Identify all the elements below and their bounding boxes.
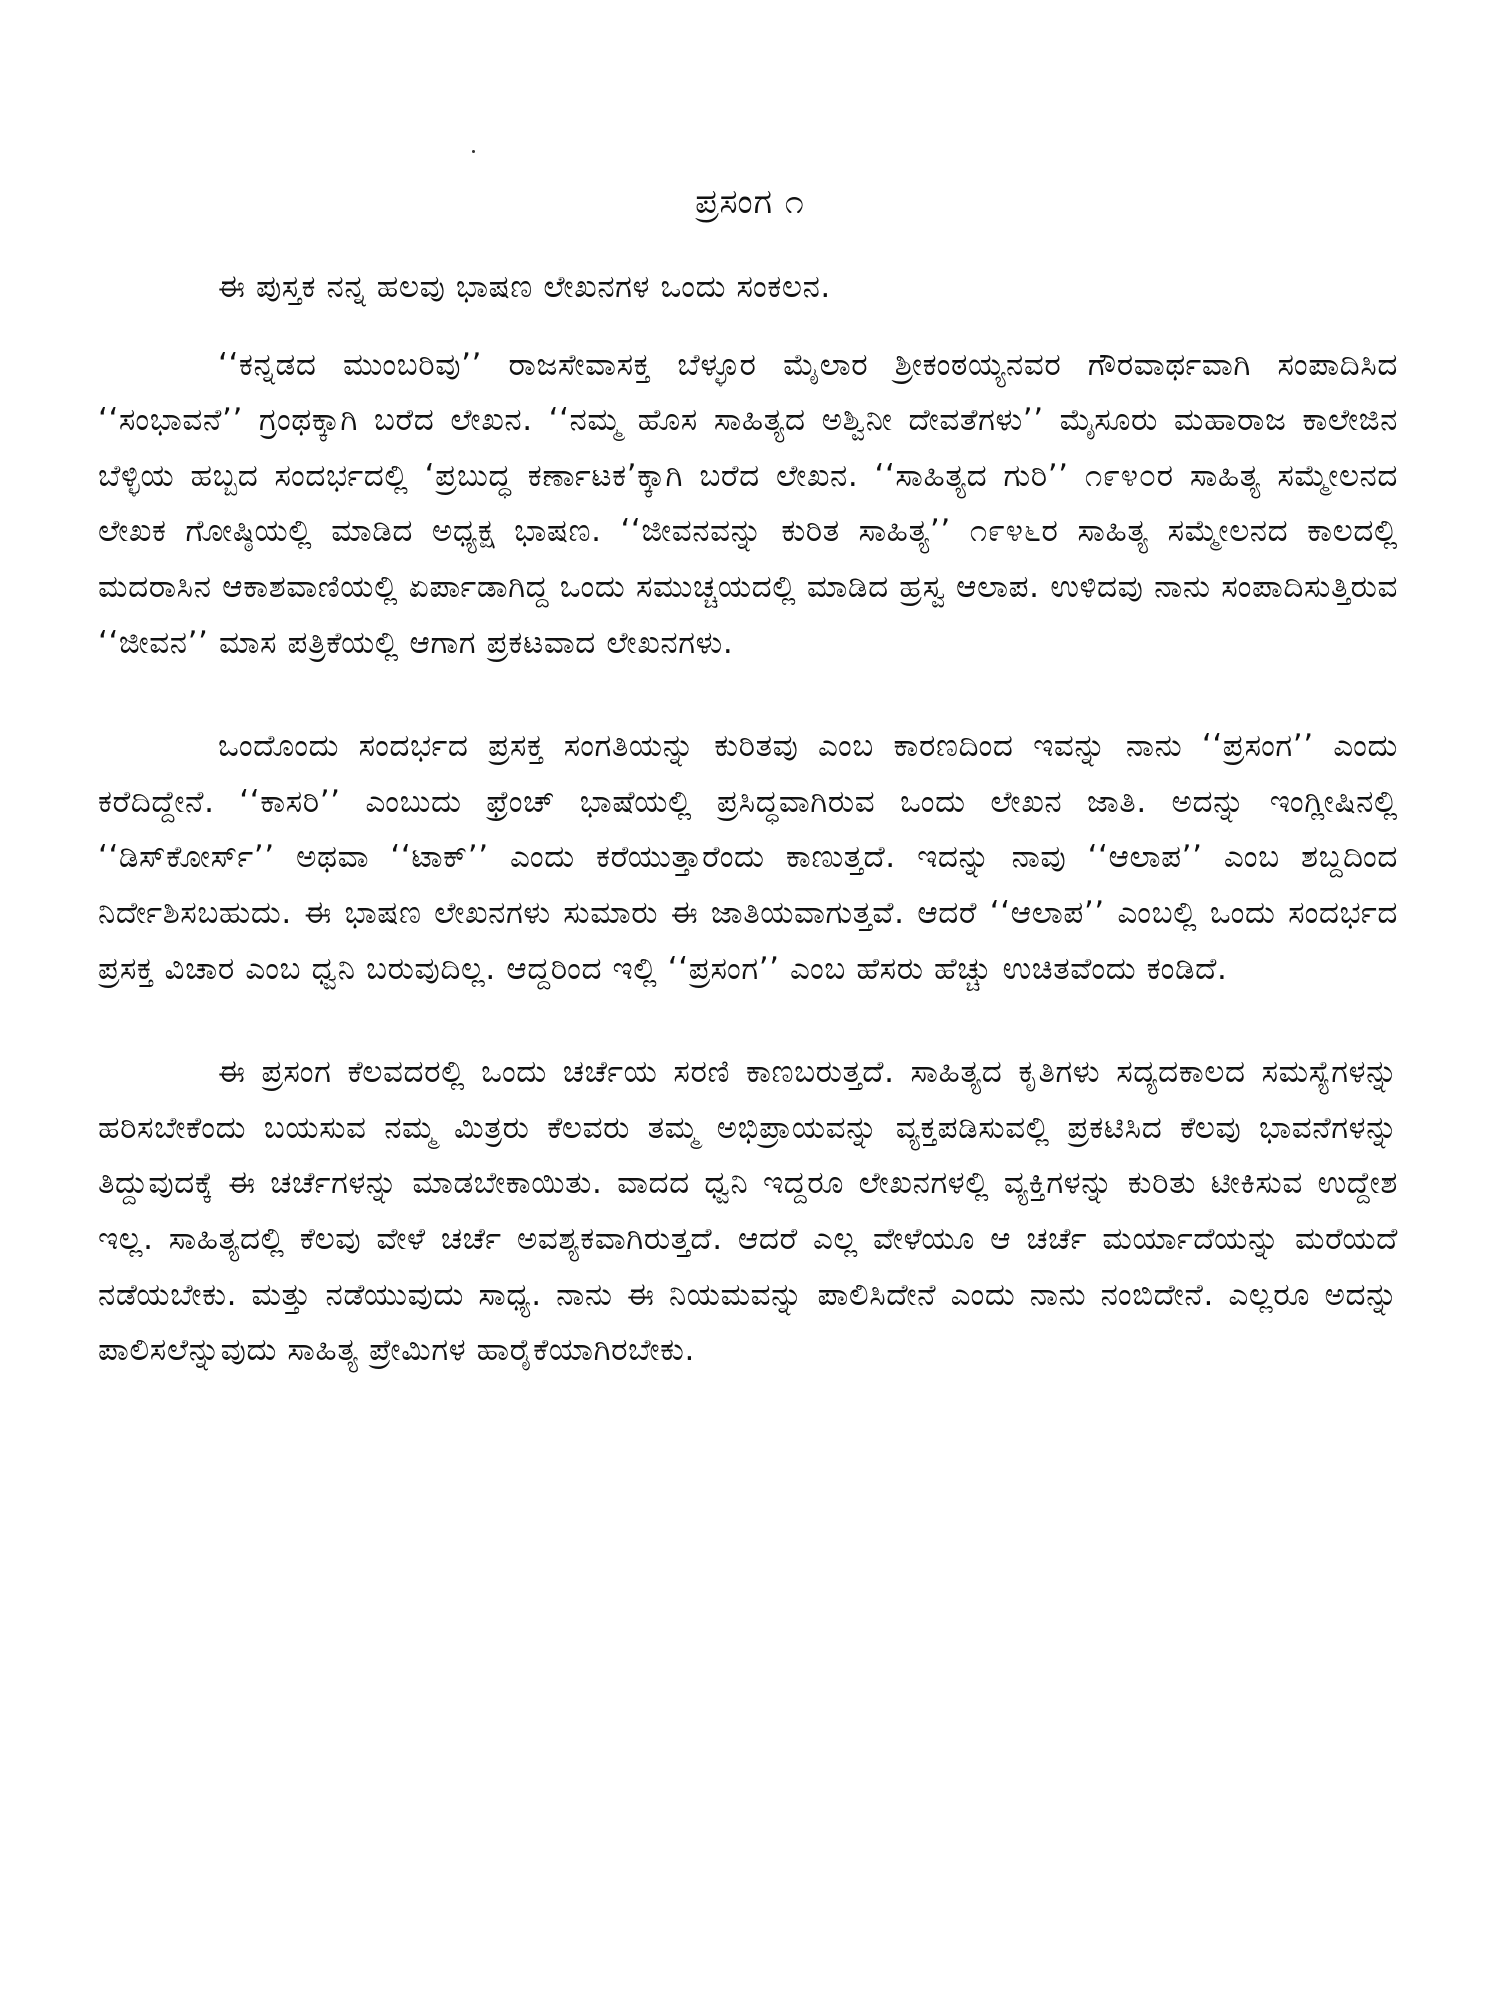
paragraph-4: ಈ ಪ್ರಸಂಗ ಕೆಲವದರಲ್ಲಿ ಒಂದು ಚರ್ಚೆಯ ಸರಣಿ ಕಾಣಬರುತ್ತದೆ. ಸಾಹಿತ್ಯದ ಕೃತಿಗಳು ಸದ್ಯದಕಾಲದ ಸಮಸ್ಯೆಗಳನ್ನು ಹರಿಸಬೇಕೆಂದು ಬಯಸುವ ನಮ್ಮ ಮಿತ್ರರು ಕೆಲವರು ತಮ್ಮ ಅಭಿಪ್ರಾಯವನ್ನು ವ್ಯಕ್ತಪಡಿಸುವಲ್ಲಿ ಪ್ರಕಟಿಸಿದ ಕೆಲವು ಭಾವನೆಗಳನ್ನು ತಿದ್ದುವುದಕ್ಕೆ ಈ ಚರ್ಚೆಗಳನ್ನು ಮಾಡಬೇಕಾಯಿತು. ವಾದದ ಧ್ವನಿ ಇದ್ದರೂ ಲೇಖನಗಳಲ್ಲಿ ವ್ಯಕ್ತಿಗಳನ್ನು ಕುರಿತು ಟೀಕಿಸುವ ಉದ್ದೇಶ ಇಲ್ಲ. ಸಾಹಿತ್ಯದಲ್ಲಿ ಕೆಲವು ವೇಳೆ ಚರ್ಚೆ ಅವಶ್ಯಕವಾಗಿರುತ್ತದೆ. ಆದರೆ ಎಲ್ಲ ವೇಳೆಯೂ ಆ ಚರ್ಚೆ ಮರ್ಯಾದೆಯನ್ನು ಮರೆಯದೆ ನಡೆಯಬೇಕು. ಮತ್ತು ನಡೆಯುವುದು ಸಾಧ್ಯ. ನಾನು ಈ ನಿಯಮವನ್ನು ಪಾಲಿಸಿದೇನೆ ಎಂದು ನಾನು ನಂಬಿದೇನೆ. ಎಲ್ಲರೂ ಅದನ್ನು ಪಾಲಿಸಲೆನ್ನುವುದು ಸಾಹಿತ್ಯ ಪ್ರೇಮಿಗಳ ಹಾರೈಕೆಯಾಗಿರಬೇಕು.: [98, 1054, 1398, 1369]
paragraph-1: ಈ ಪುಸ್ತಕ ನನ್ನ ಹಲವು ಭಾಷಣ ಲೇಖನಗಳ ಒಂದು ಸಂಕಲನ.: [218, 269, 831, 305]
document-body: [98, 260, 1398, 1379]
paragraph-2: ‘‘ಕನ್ನಡದ ಮುಂಬರಿವು’’ ರಾಜಸೇವಾಸಕ್ತ ಬೆಳ್ಳೂರ ಮೈಲಾರ ಶ್ರೀಕಂಠಯ್ಯನವರ ಗೌರವಾರ್ಥವಾಗಿ ಸಂಪಾದಿಸಿದ ‘‘ಸಂಭಾವನೆ’’ ಗ್ರಂಥಕ್ಕಾಗಿ ಬರೆದ ಲೇಖನ. ‘‘ನಮ್ಮ ಹೊಸ ಸಾಹಿತ್ಯದ ಅಶ್ವಿನೀ ದೇವತೆಗಳು’’ ಮೈಸೂರು ಮಹಾರಾಜ ಕಾಲೇಜಿನ ಬೆಳ್ಳಿಯ ಹಬ್ಬದ ಸಂದರ್ಭದಲ್ಲಿ ‘ಪ್ರಬುದ್ಧ ಕರ್ಣಾಟಕ’ಕ್ಕಾಗಿ ಬರೆದ ಲೇಖನ. ‘‘ಸಾಹಿತ್ಯದ ಗುರಿ’’ ೧೯೪೦ರ ಸಾಹಿತ್ಯ ಸಮ್ಮೇಲನದ ಲೇಖಕ ಗೋಷ್ಠಿಯಲ್ಲಿ ಮಾಡಿದ ಅಧ್ಯಕ್ಷ ಭಾಷಣ. ‘‘ಜೀವನವನ್ನು ಕುರಿತ ಸಾಹಿತ್ಯ’’ ೧೯೪೬ರ ಸಾಹಿತ್ಯ ಸಮ್ಮೇಲನದ ಕಾಲದಲ್ಲಿ ಮದರಾಸಿನ ಆಕಾಶವಾಣಿಯಲ್ಲಿ ಏರ್ಪಾಡಾಗಿದ್ದ ಒಂದು ಸಮುಚ್ಚಯದಲ್ಲಿ ಮಾಡಿದ ಹ್ರಸ್ವ ಆಲಾಪ. ಉಳಿದವು ನಾನು ಸಂಪಾದಿಸುತ್ತಿರುವ ‘‘ಜೀವನ’’ ಮಾಸ ಪತ್ರಿಕೆಯಲ್ಲಿ ಆಗಾಗ ಪ್ರಕಟವಾದ ಲೇಖನಗಳು.: [98, 346, 1398, 661]
paragraph-3: ಒಂದೊಂದು ಸಂದರ್ಭದ ಪ್ರಸಕ್ತ ಸಂಗತಿಯನ್ನು ಕುರಿತವು ಎಂಬ ಕಾರಣದಿಂದ ಇವನ್ನು ನಾನು ‘‘ಪ್ರಸಂಗ’’ ಎಂದು ಕರೆದಿದ್ದೇನೆ. ‘‘ಕಾಸರಿ’’ ಎಂಬುದು ಫ್ರೆಂಚ್ ಭಾಷೆಯಲ್ಲಿ ಪ್ರಸಿದ್ಧವಾಗಿರುವ ಒಂದು ಲೇಖನ ಜಾತಿ. ಅದನ್ನು ಇಂಗ್ಲೀಷಿನಲ್ಲಿ ‘‘ಡಿಸ್‌ಕೋರ್ಸ್’’ ಅಥವಾ ‘‘ಟಾಕ್’’ ಎಂದು ಕರೆಯುತ್ತಾರೆಂದು ಕಾಣುತ್ತದೆ. ಇದನ್ನು ನಾವು ‘‘ಆಲಾಪ’’ ಎಂಬ ಶಬ್ದದಿಂದ ನಿರ್ದೇಶಿಸಬಹುದು. ಈ ಭಾಷಣ ಲೇಖನಗಳು ಸುಮಾರು ಈ ಜಾತಿಯವಾಗುತ್ತವೆ. ಆದರೆ ‘‘ಆಲಾಪ’’ ಎಂಬಲ್ಲಿ ಒಂದು ಸಂದರ್ಭದ ಪ್ರಸಕ್ತ ವಿಚಾರ ಎಂಬ ಧ್ವನಿ ಬರುವುದಿಲ್ಲ. ಆದ್ದರಿಂದ ಇಲ್ಲಿ ‘‘ಪ್ರಸಂಗ’’ ಎಂಬ ಹೆಸರು ಹೆಚ್ಚು ಉಚಿತವೆಂದು ಕಂಡಿದೆ.: [98, 728, 1398, 987]
page-title: ಪ್ರಸಂಗ ೧: [695, 182, 805, 222]
scan-speck: [472, 150, 475, 153]
